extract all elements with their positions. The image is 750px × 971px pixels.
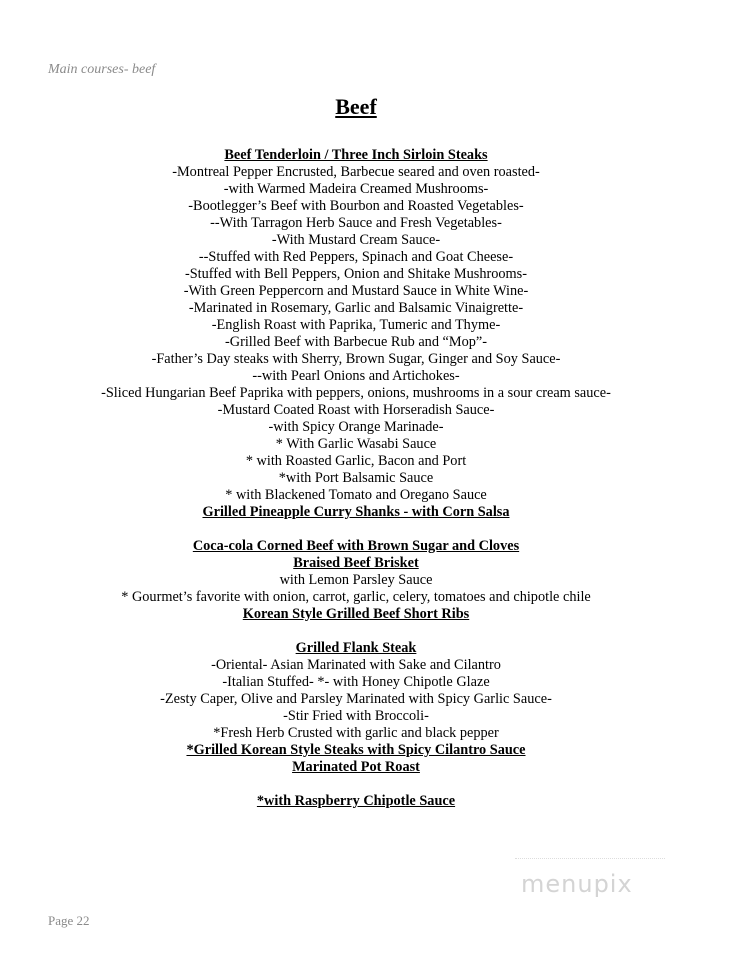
menu-item: *Fresh Herb Crusted with garlic and black pepper (213, 725, 499, 741)
page-title: Beef (335, 94, 377, 119)
section-header-note: Main courses- beef (48, 62, 156, 77)
menu-item: -Montreal Pepper Encrusted, Barbecue seared and oven roasted- (172, 164, 540, 180)
menu-item: -Marinated in Rosemary, Garlic and Balsamic Vinaigrette- (188, 300, 524, 316)
menu-item: -Father’s Day steaks with Sherry, Brown Sugar, Ginger and Soy Sauce- (151, 351, 561, 367)
menu-item: --With Tarragon Herb Sauce and Fresh Vegetables- (210, 215, 502, 231)
menu-item: -Oriental- Asian Marinated with Sake and Cilantro (211, 657, 501, 673)
menu-heading: *Grilled Korean Style Steaks with Spicy Cilantro Sauce (186, 742, 526, 758)
menu-item: *with Port Balsamic Sauce (278, 470, 434, 486)
menu-item: * Gourmet’s favorite with onion, carrot, garlic, celery, tomatoes and chipotle chile (121, 589, 591, 605)
menu-item: -with Spicy Orange Marinade- (268, 419, 444, 435)
menu-heading: Braised Beef Brisket (293, 555, 419, 571)
menu-item: --with Pearl Onions and Artichokes- (252, 368, 460, 384)
menu-item: -English Roast with Paprika, Tumeric and Thyme- (211, 317, 501, 333)
menu-heading: Grilled Flank Steak (295, 640, 417, 656)
menu-item: with Lemon Parsley Sauce (279, 572, 433, 588)
menu-item: -Stuffed with Bell Peppers, Onion and Shitake Mushrooms- (184, 266, 528, 282)
menu-heading: Coca-cola Corned Beef with Brown Sugar and Cloves (192, 538, 520, 554)
menu-item: -Mustard Coated Roast with Horseradish Sauce- (217, 402, 495, 418)
page-number: Page 22 (48, 913, 90, 928)
menu-item: -With Green Peppercorn and Mustard Sauce in White Wine- (183, 283, 529, 299)
menu-item: --Stuffed with Red Peppers, Spinach and Goat Cheese- (198, 249, 514, 265)
watermark-logo: menupix (521, 870, 633, 898)
menu-heading: *with Raspberry Chipotle Sauce (256, 793, 456, 809)
menu-spacer (0, 776, 712, 793)
menu-item: -Zesty Caper, Olive and Parsley Marinated with Spicy Garlic Sauce- (160, 691, 552, 707)
menu-item: -Italian Stuffed- *- with Honey Chipotle Glaze (222, 674, 490, 690)
menu-heading: Beef Tenderloin / Three Inch Sirloin Steaks (224, 147, 488, 163)
menu-heading: Marinated Pot Roast (292, 759, 420, 775)
menu-item: -Bootlegger’s Beef with Bourbon and Roasted Vegetables- (188, 198, 524, 214)
menu-heading: Korean Style Grilled Beef Short Ribs (242, 606, 470, 622)
menu-item: -Stir Fried with Broccoli- (283, 708, 429, 724)
watermark (515, 858, 665, 918)
menu-item: -Grilled Beef with Barbecue Rub and “Mop”- (224, 334, 488, 350)
menu-heading: Grilled Pineapple Curry Shanks - with Corn Salsa (202, 504, 510, 520)
menu-item: -Sliced Hungarian Beef Paprika with peppers, onions, mushrooms in a sour cream sauce- (101, 385, 611, 401)
menu-item: * With Garlic Wasabi Sauce (275, 436, 437, 452)
menu-item: -with Warmed Madeira Creamed Mushrooms- (223, 181, 489, 197)
menu-spacer (0, 623, 712, 640)
menu-list (0, 147, 712, 810)
menu-item: * with Blackened Tomato and Oregano Sauce (225, 487, 487, 503)
watermark-divider (515, 858, 665, 859)
menu-item: -With Mustard Cream Sauce- (271, 232, 441, 248)
menu-item: * with Roasted Garlic, Bacon and Port (245, 453, 467, 469)
menu-spacer (0, 521, 712, 538)
